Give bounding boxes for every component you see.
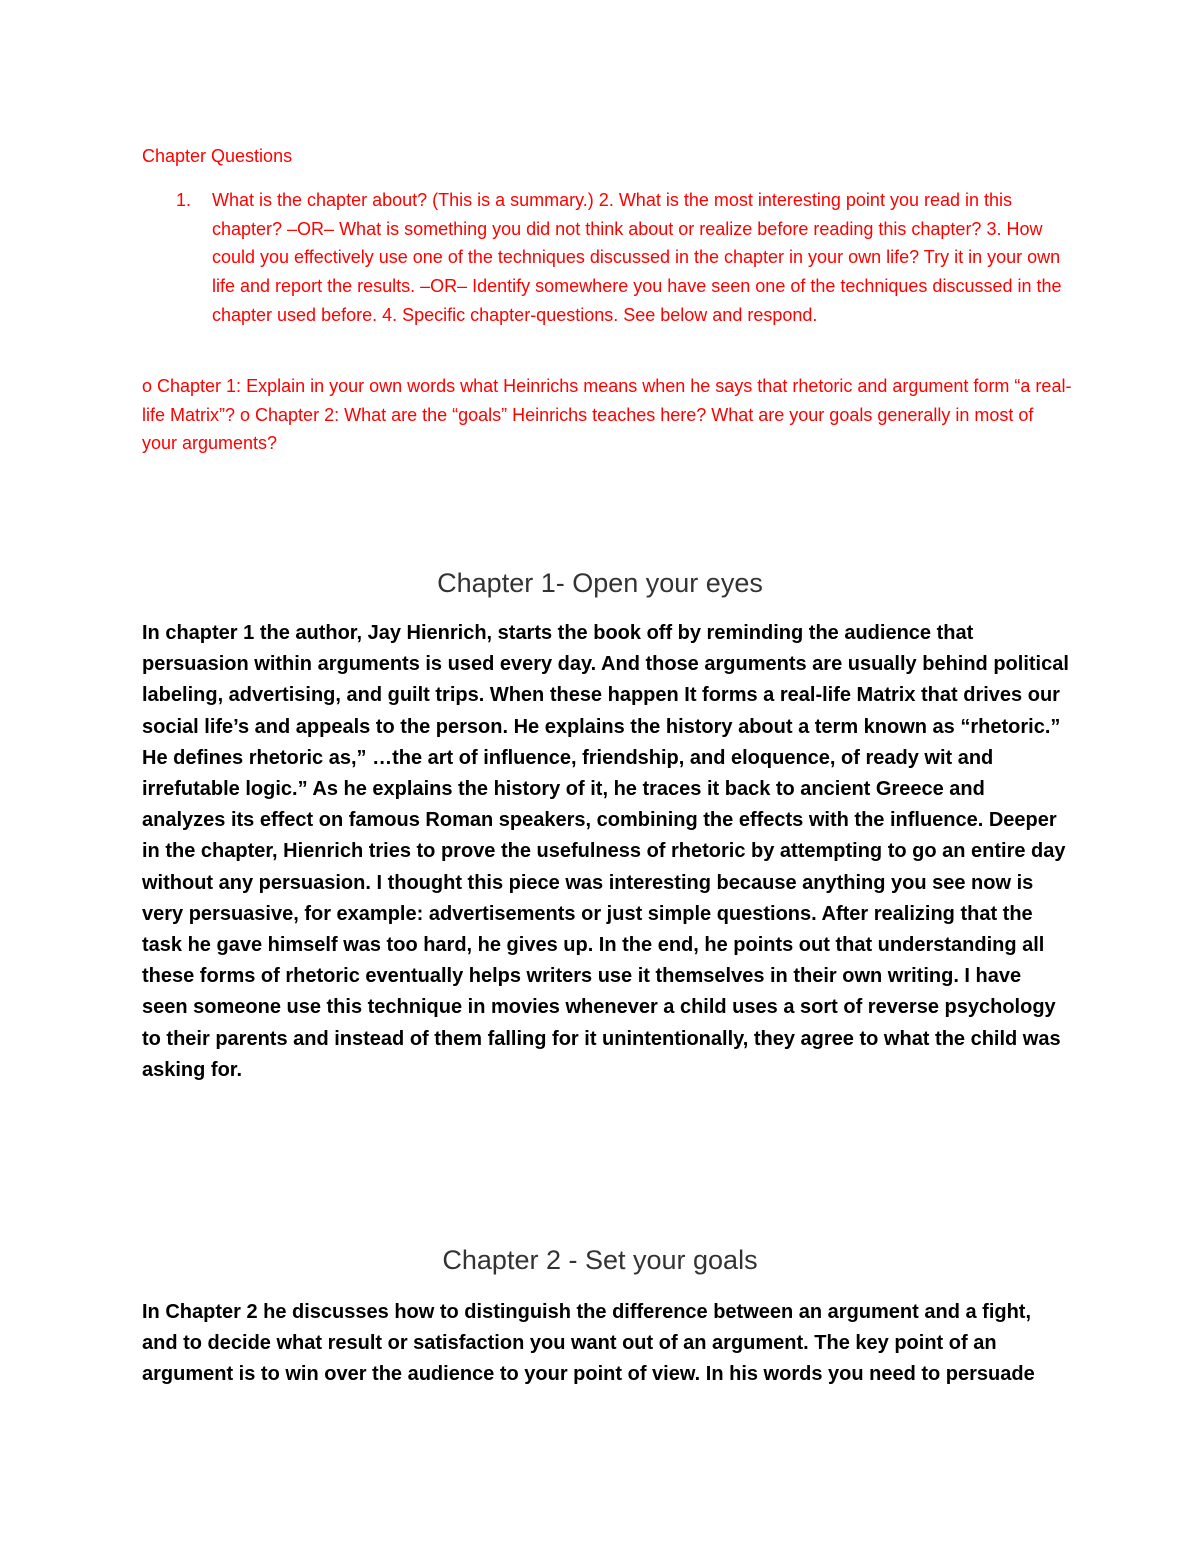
list-item-number: 1.: [176, 190, 192, 210]
list-item: [142, 186, 1072, 330]
chapter-2-title: Chapter 2 - Set your goals: [442, 1245, 758, 1275]
list-item-text: What is the chapter about? (This is a summary.) 2. What is the most interesting point you read in this chapter? –OR– What is something you did not think about or realize before reading this chapter? 3. How could you effectively use one of the techniques discussed in the chapter in your own life? Try it in your own life and report the results. –OR– Identify somewhere you have seen one of the techniques discussed in the chapter used before. 4. Specific chapter-questions. See below and respond.: [212, 190, 1062, 325]
chapter-1-title: Chapter 1- Open your eyes: [437, 568, 763, 598]
chapter-subquestions: o Chapter 1: Explain in your own words what Heinrichs means when he says that rhetoric and argument form “a real-life Matrix”? o Chapter 2: What are the “goals” Heinrichs teaches here? What are your goals generally in most of your arguments?: [142, 376, 1072, 454]
chapter-2-body: In Chapter 2 he discusses how to distinguish the difference between an argument and a fight, and to decide what result or satisfaction you want out of an argument. The key point of an argument is to win over the audience to your point of view. In his words you need to persuade: [142, 1301, 1035, 1386]
chapter-1-body: In chapter 1 the author, Jay Hienrich, starts the book off by reminding the audience that persuasion within arguments is used every day. And those arguments are usually behind political labeling, advertising, and guilt trips. When these happen It forms a real-life Matrix that drives our social life’s and appeals to the person. He explains the history about a term known as “rhetoric.” He defines rhetoric as,” …the art of influence, friendship, and eloquence, of ready wit and irrefutable logic.” As he explains the history of it, he traces it back to ancient Greece and analyzes its effect on famous Roman speakers, combining the effects with the influence. Deeper in the chapter, Hienrich tries to prove the usefulness of rhetoric by attempting to go an entire day without any persuasion. I thought this piece was interesting because anything you see now is very persuasive, for example: advertisements or just simple questions. After realizing that the task he gave himself was too hard, he gives up. In the end, he points out that understanding all these forms of rhetoric eventually helps writers use it themselves in their own writing. I have seen someone use this technique in movies whenever a child uses a sort of reverse psychology to their parents and instead of them falling for it unintentionally, they agree to what the child was asking for.: [142, 622, 1069, 1081]
questions-list: [142, 186, 1072, 330]
questions-heading: Chapter Questions: [142, 146, 293, 166]
